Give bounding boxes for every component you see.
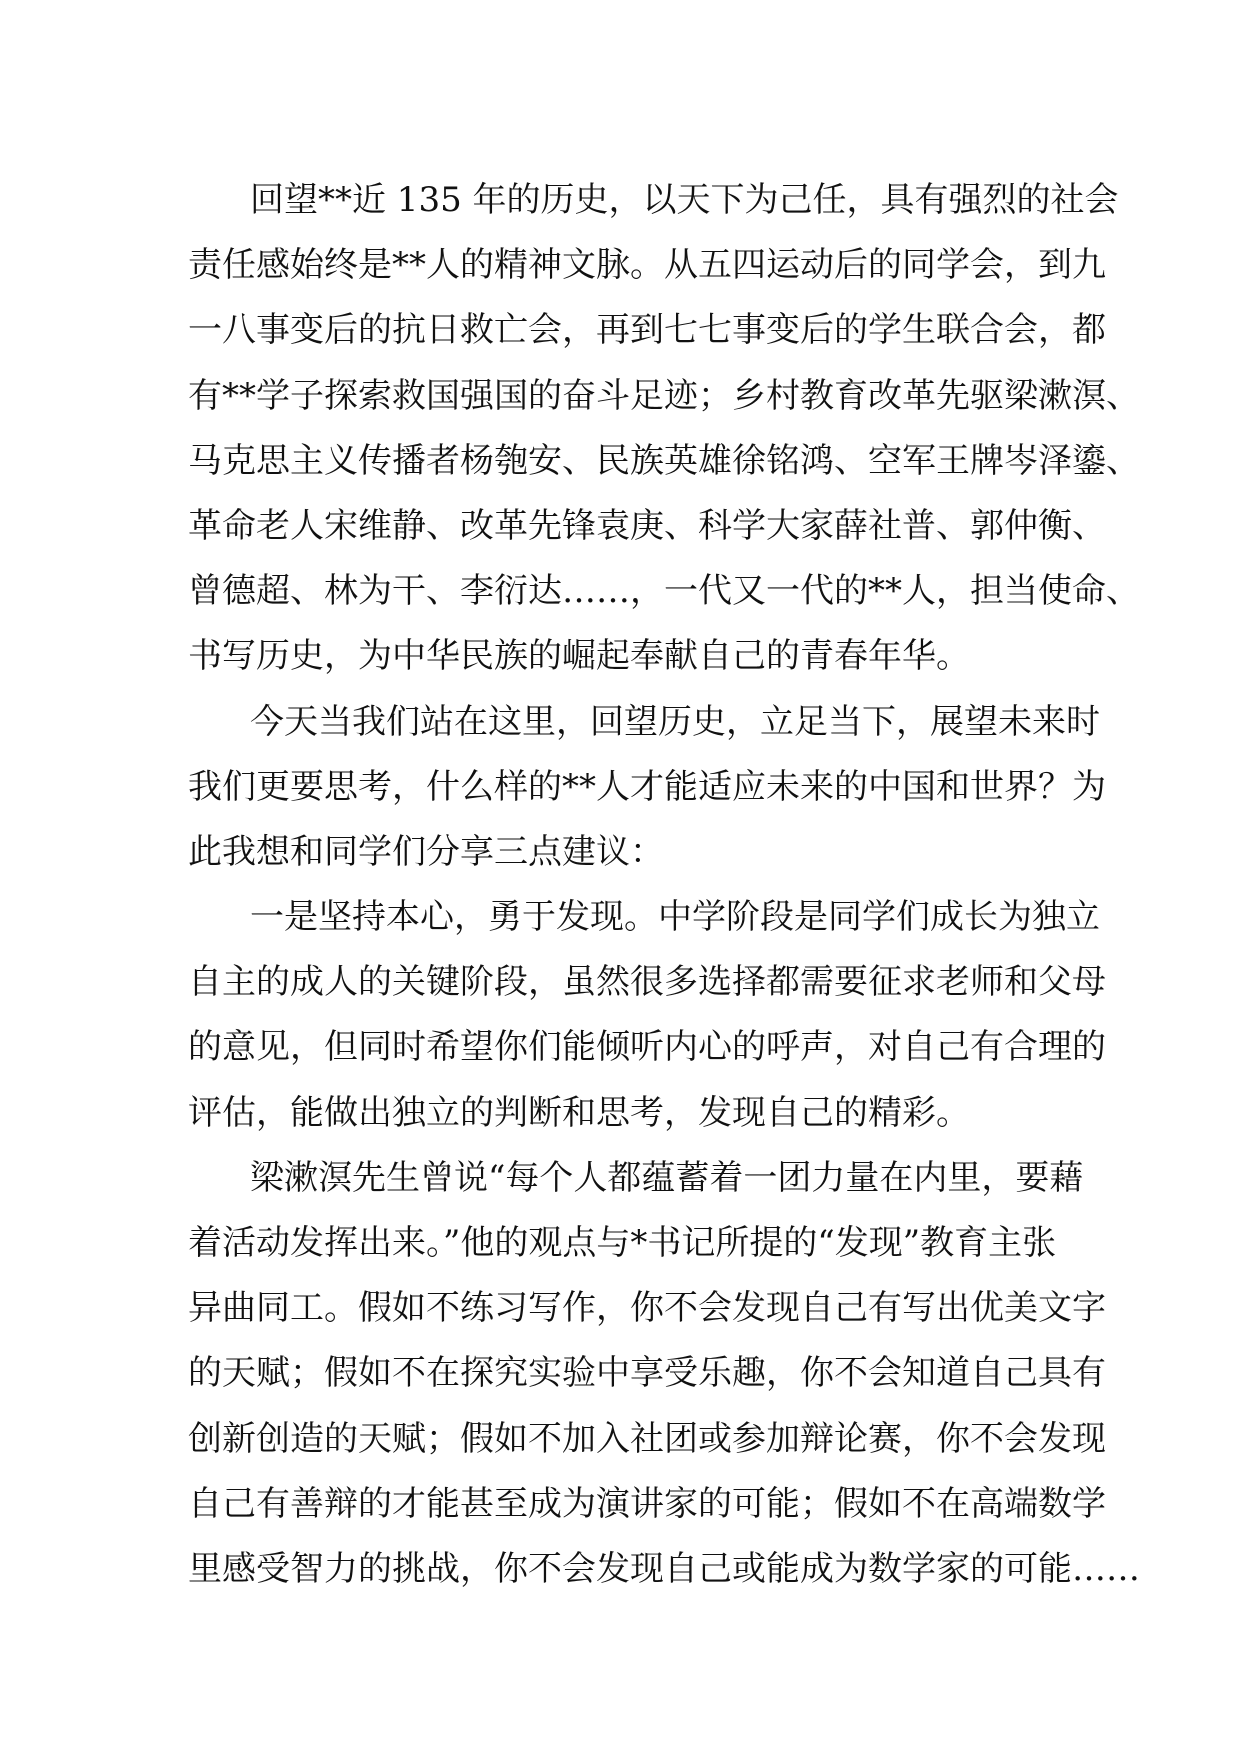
text-line: 我们更要思考，什么样的**人才能适应未来的中国和世界？为: [188, 766, 1106, 807]
text-line: 一是坚持本心，勇于发现。中学阶段是同学们成长为独立: [250, 897, 1100, 938]
text-line: 此我想和同学们分享三点建议：: [188, 831, 664, 872]
text-line: 今天当我们站在这里，回望历史，立足当下，展望未来时: [250, 701, 1100, 742]
paragraph-today: [188, 690, 1106, 886]
text-line: 自主的成人的关键阶段，虽然很多选择都需要征求老师和父母: [188, 962, 1106, 1003]
text-line: 曾德超、林为干、李衍达……，一代又一代的**人，担当使命、: [188, 571, 1140, 612]
text-line: 自己有善辩的才能甚至成为演讲家的可能；假如不在高端数学: [188, 1483, 1106, 1524]
text-line: 评估，能做出独立的判断和思考，发现自己的精彩。: [188, 1092, 970, 1133]
document-body: [188, 168, 1140, 1602]
paragraph-liang-quote: [188, 1146, 1140, 1602]
text-line: 责任感始终是**人的精神文脉。从五四运动后的同学会，到九: [188, 245, 1106, 286]
paragraph-suggestion-one: [188, 885, 1106, 1146]
text-line: 回望**近 135 年的历史，以天下为己任，具有强烈的社会: [250, 180, 1119, 220]
text-line: 有**学子探索救国强国的奋斗足迹；乡村教育改革先驱梁漱溟、: [188, 375, 1140, 416]
text-line: 的意见，但同时希望你们能倾听内心的呼声，对自己有合理的: [188, 1027, 1106, 1068]
text-line: 的天赋；假如不在探究实验中享受乐趣，你不会知道自己具有: [188, 1353, 1106, 1394]
paragraph-history: [188, 168, 1140, 690]
text-line: 马克思主义传播者杨匏安、民族英雄徐铭鸿、空军王牌岑泽鎏、: [188, 440, 1140, 481]
text-line: 梁漱溟先生曾说“每个人都蕴蓄着一团力量在内里，要藉: [250, 1157, 1084, 1198]
text-line: 革命老人宋维静、改革先锋袁庚、科学大家薛社普、郭仲衡、: [188, 505, 1106, 546]
text-line: 书写历史，为中华民族的崛起奉献自己的青春年华。: [188, 636, 970, 677]
text-line: 异曲同工。假如不练习写作，你不会发现自己有写出优美文字: [188, 1288, 1106, 1329]
text-line: 里感受智力的挑战，你不会发现自己或能成为数学家的可能……: [188, 1548, 1140, 1589]
text-line: 着活动发挥出来。”他的观点与*书记所提的“发现”教育主张: [188, 1223, 1057, 1263]
text-line: 一八事变后的抗日救亡会，再到七七事变后的学生联合会，都: [188, 310, 1106, 351]
text-line: 创新创造的天赋；假如不加入社团或参加辩论赛，你不会发现: [188, 1418, 1106, 1459]
